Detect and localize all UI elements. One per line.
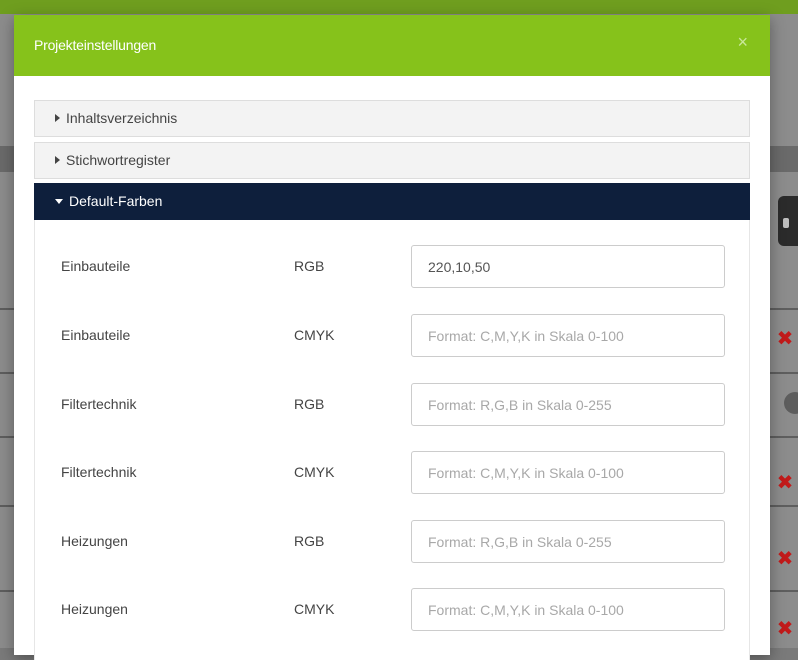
color-category: Filtertechnik	[61, 396, 137, 412]
background-delete-icon: ✖	[776, 472, 794, 494]
color-model: CMYK	[294, 601, 335, 617]
color-value-input[interactable]	[411, 383, 725, 426]
caret-down-icon	[55, 199, 63, 204]
color-model: RGB	[294, 396, 325, 412]
color-model: RGB	[294, 258, 325, 274]
color-row	[35, 588, 751, 632]
color-value-input[interactable]	[411, 588, 725, 631]
section-header-keyword-index[interactable]	[34, 142, 750, 179]
color-category: Einbauteile	[61, 258, 131, 274]
color-model: RGB	[294, 533, 325, 549]
project-settings-dialog	[14, 15, 770, 655]
color-row	[35, 314, 751, 358]
color-value-input[interactable]	[411, 314, 725, 357]
color-value-input[interactable]	[411, 451, 725, 494]
color-category: Filtertechnik	[61, 464, 137, 480]
background-gear-icon	[784, 392, 798, 414]
background-delete-icon: ✖	[776, 548, 794, 570]
default-colors-body	[34, 220, 750, 660]
color-value-input[interactable]	[411, 520, 725, 563]
color-row	[35, 451, 751, 495]
background-topbar	[0, 0, 798, 14]
section-header-default-colors[interactable]	[34, 183, 750, 220]
section-keyword-index	[34, 142, 750, 179]
close-icon[interactable]: ×	[737, 32, 748, 52]
color-row	[35, 383, 751, 427]
section-label: Inhaltsverzeichnis	[66, 110, 178, 126]
color-model: CMYK	[294, 327, 335, 343]
color-category: Heizungen	[61, 601, 128, 617]
section-header-table-of-contents[interactable]	[34, 100, 750, 137]
section-label: Default-Farben	[69, 193, 163, 209]
dialog-header	[14, 15, 770, 76]
background-delete-icon: ✖	[776, 328, 794, 350]
caret-right-icon	[55, 114, 60, 122]
section-label: Stichwortregister	[66, 152, 171, 168]
color-row	[35, 245, 751, 289]
color-category: Heizungen	[61, 533, 128, 549]
color-model: CMYK	[294, 464, 335, 480]
color-value-input[interactable]	[411, 245, 725, 288]
section-default-colors	[34, 183, 750, 220]
background-delete-icon: ✖	[776, 618, 794, 640]
background-lock-icon	[778, 196, 798, 246]
color-row	[35, 520, 751, 564]
dialog-title: Projekteinstellungen	[34, 37, 157, 53]
caret-right-icon	[55, 156, 60, 164]
color-category: Einbauteile	[61, 327, 131, 343]
section-table-of-contents	[34, 100, 750, 137]
